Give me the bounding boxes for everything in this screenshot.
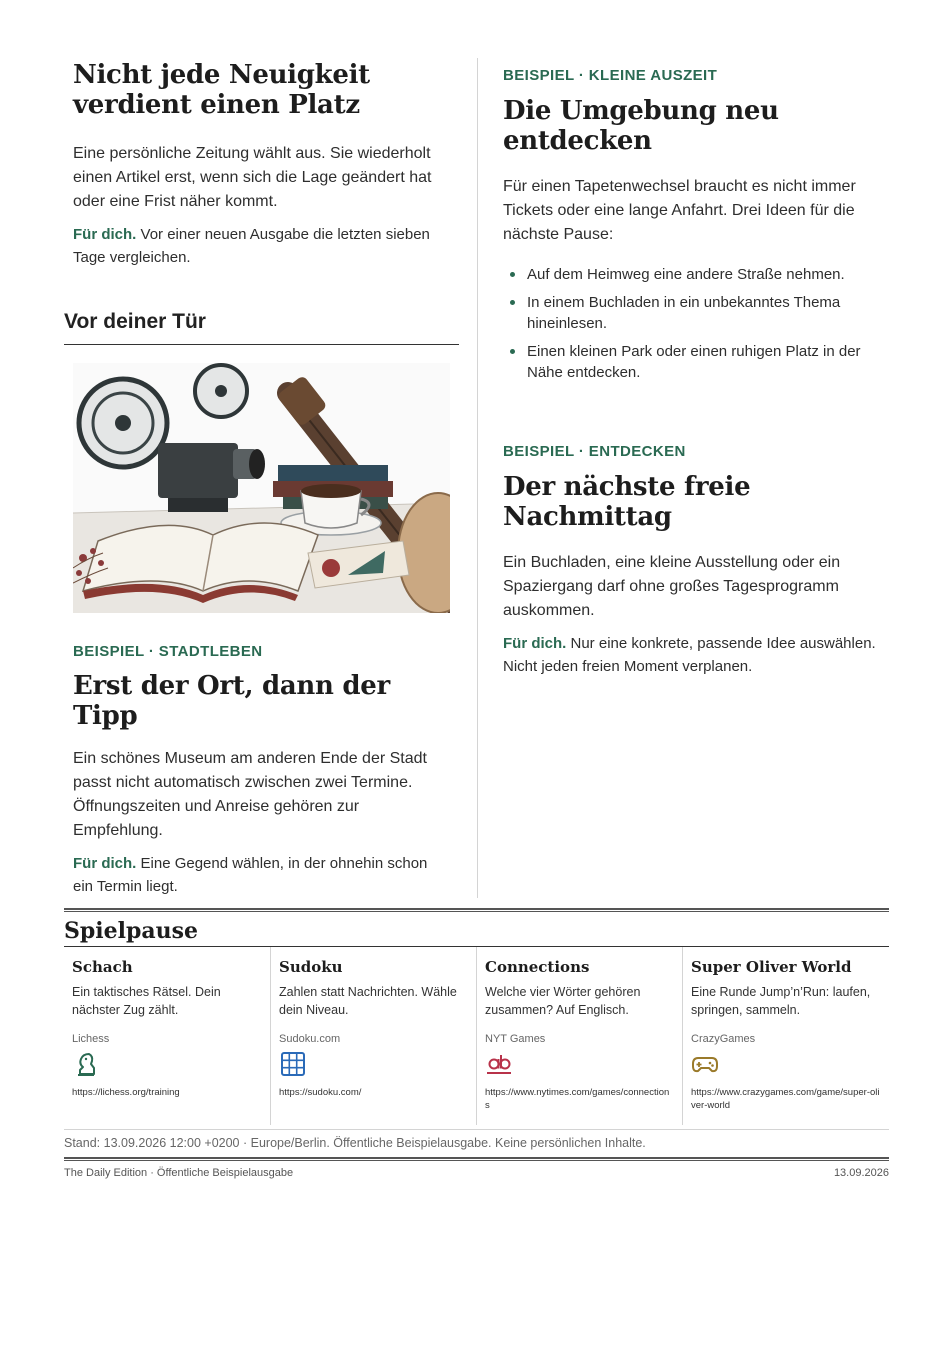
game-card-super-oliver-world[interactable] xyxy=(682,947,888,1125)
right-column xyxy=(503,60,893,678)
footer-date: 13.09.2026 xyxy=(833,1167,889,1179)
auszeit-body: Für einen Tapetenwechsel braucht es nicht immer Tickets oder eine lange Anfahrt. Drei Ideen für die nächste Pause: xyxy=(503,178,856,243)
footer xyxy=(64,1167,889,1179)
game-card-connections[interactable] xyxy=(476,947,682,1125)
footer-rule xyxy=(64,1157,889,1161)
stadtleben-body: Ein schönes Museum am anderen Ende der Stadt passt nicht automatisch zwischen zwei Termine. Öffnungszeiten und Anreise gehören zur Empfehlung. xyxy=(73,750,427,839)
foryou-text: Eine Gegend wählen, in der ohnehin schon ein Termin liegt. xyxy=(73,855,428,895)
stand-text: Stand: 13.09.2026 12:00 +0200 · Europe/Berlin. Öffentliche Beispielausgabe. Keine persönlichen Inhalte. xyxy=(64,1136,646,1150)
game-link[interactable]: https://sudoku.com/ xyxy=(279,1087,362,1098)
game-desc: Eine Runde Jump’n’Run: laufen, springen, sammeln. xyxy=(691,985,871,1017)
gamepad-icon xyxy=(691,1050,719,1078)
foryou-label: Für dich. xyxy=(503,635,567,652)
entdecken-headline: Der nächste freie Nachmittag xyxy=(503,472,751,532)
intro-article xyxy=(64,60,459,269)
game-card-sudoku[interactable] xyxy=(270,947,476,1125)
game-card-schach[interactable] xyxy=(64,947,270,1125)
game-name: Schach xyxy=(72,958,133,976)
list-item: Einen kleinen Park oder einen ruhigen Platz in der Nähe entdecken. xyxy=(503,341,893,383)
section-title: Vor deiner Tür xyxy=(64,310,206,333)
stadtleben-kicker: BEISPIEL · STADTLEBEN xyxy=(73,643,263,660)
footer-publication: The Daily Edition · Öffentliche Beispielausgabe xyxy=(64,1167,294,1179)
entdecken-kicker: BEISPIEL · ENTDECKEN xyxy=(503,443,686,460)
stadtleben-headline: Erst der Ort, dann der Tipp xyxy=(73,671,390,731)
ideas-list xyxy=(503,264,893,383)
intro-foryou xyxy=(73,223,451,269)
auszeit-kicker: BEISPIEL · KLEINE AUSZEIT xyxy=(503,67,718,84)
section-rule xyxy=(64,344,459,345)
intro-headline: Nicht jede Neuigkeit verdient einen Platz xyxy=(73,60,370,120)
illustration-projector-books-guitar xyxy=(73,363,450,613)
entdecken-article xyxy=(503,443,893,678)
foryou-label: Für dich. xyxy=(73,226,137,243)
stadtleben-foryou xyxy=(73,852,451,898)
game-source: CrazyGames xyxy=(691,1033,756,1045)
section-header xyxy=(64,309,459,345)
game-name: Connections xyxy=(485,958,590,976)
game-link[interactable]: https://www.nytimes.com/games/connections xyxy=(485,1087,670,1111)
foryou-text: Nur eine konkrete, passende Idee auswählen. Nicht jeden freien Moment verplanen. xyxy=(503,635,876,675)
illustration-svg xyxy=(73,363,450,613)
double-rule xyxy=(64,908,889,912)
projector xyxy=(79,365,265,512)
stadtleben-article xyxy=(64,643,459,898)
auszeit-headline: Die Umgebung neu entdecken xyxy=(503,96,779,156)
game-desc: Ein taktisches Rätsel. Dein nächster Zug zählt. xyxy=(72,985,221,1017)
games-section xyxy=(64,908,889,1179)
foryou-text: Vor einer neuen Ausgabe die letzten sieben Tage vergleichen. xyxy=(73,226,430,266)
list-item: Auf dem Heimweg eine andere Straße nehmen. xyxy=(503,264,893,285)
chess-knight-icon xyxy=(72,1050,100,1078)
column-divider xyxy=(477,58,478,898)
game-source: Sudoku.com xyxy=(279,1033,341,1045)
games-title: Spielpause xyxy=(64,918,198,944)
games-grid xyxy=(64,947,889,1125)
game-source: Lichess xyxy=(72,1033,110,1045)
left-column xyxy=(64,60,459,898)
game-desc: Welche vier Wörter gehören zusammen? Auf Englisch. xyxy=(485,985,641,1017)
game-source: NYT Games xyxy=(485,1033,546,1045)
entdecken-body: Ein Buchladen, eine kleine Ausstellung oder ein Spaziergang darf ohne großes Tagesprogramm auskommen. xyxy=(503,554,841,619)
foryou-label: Für dich. xyxy=(73,855,137,872)
game-link[interactable]: https://www.crazygames.com/game/super-oliver-world xyxy=(691,1087,880,1111)
game-name: Sudoku xyxy=(279,958,343,976)
ab-letters-icon xyxy=(485,1050,513,1078)
game-name: Super Oliver World xyxy=(691,958,852,976)
auszeit-article xyxy=(503,67,893,383)
grid-icon xyxy=(279,1050,307,1078)
intro-body: Eine persönliche Zeitung wählt aus. Sie wiederholt einen Artikel erst, wenn sich die Lage geändert hat oder eine Frist näher kommt. xyxy=(73,145,432,210)
entdecken-foryou xyxy=(503,632,893,678)
game-link[interactable]: https://lichess.org/training xyxy=(72,1087,180,1098)
list-item: In einem Buchladen in ein unbekanntes Thema hineinlesen. xyxy=(503,292,893,334)
game-desc: Zahlen statt Nachrichten. Wähle dein Niveau. xyxy=(279,985,457,1017)
